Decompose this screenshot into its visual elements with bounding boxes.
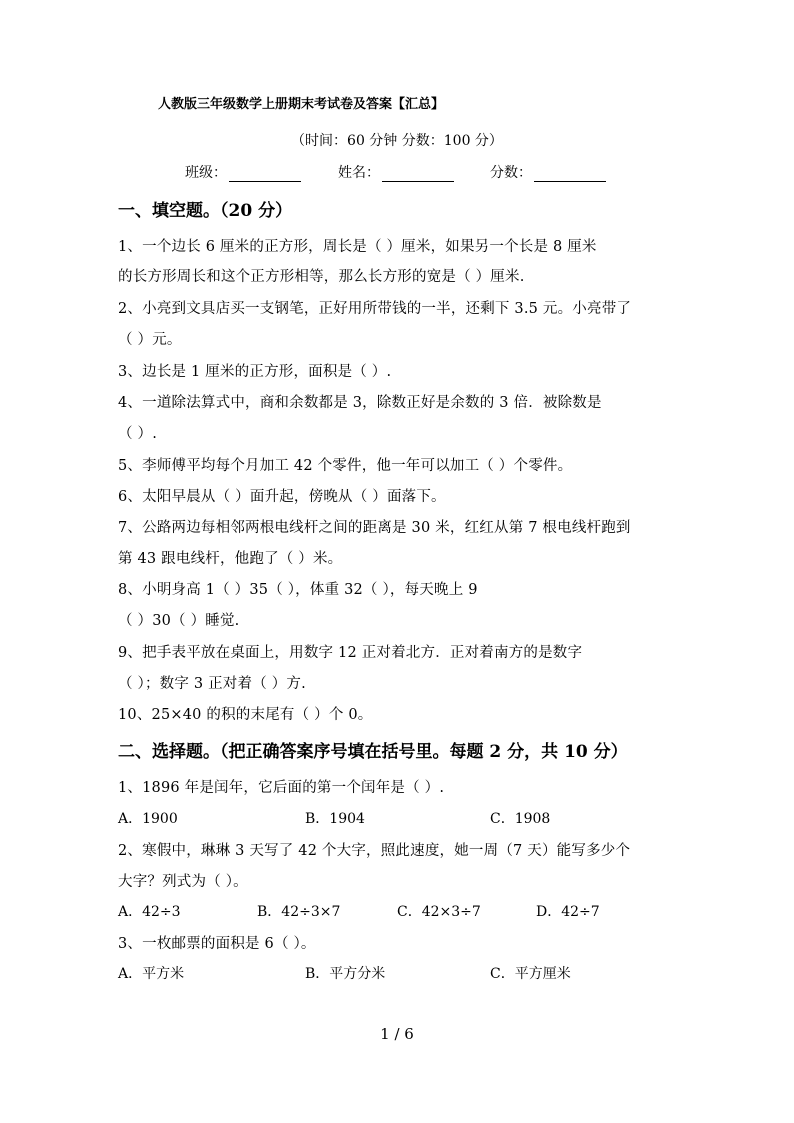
exam-info: （时间：60 分钟 分数：100 分） [291,133,503,149]
option-c[interactable]: C．平方厘米 [490,966,571,982]
question-line: 9、把手表平放在桌面上，用数字 12 正对着北方．正对着南方的是数字 [118,645,583,661]
question-line: 2、小亮到文具店买一支钢笔，正好用所带钱的一半，还剩下 3.5 元。小亮带了 [118,301,632,317]
name-blank[interactable] [382,166,454,182]
option-c[interactable]: C．42×3÷7 [397,904,481,920]
option-b[interactable]: B．42÷3×7 [257,904,341,920]
section-fill-in-heading: 一、填空题。（20 分） [118,201,293,221]
page-number: 1 / 6 [380,1025,414,1043]
option-a[interactable]: A．1900 [118,811,178,827]
question-line: （ ）. [118,426,158,442]
question-line: 1、一个边长 6 厘米的正方形，周长是（ ）厘米，如果另一个长是 8 厘米 [118,239,597,255]
score-blank[interactable] [534,166,606,182]
option-a[interactable]: A．平方米 [118,966,185,982]
class-label: 班级： [185,165,227,181]
question-line: 5、李师傅平均每个月加工 42 个零件，他一年可以加工（ ）个零件。 [118,458,573,474]
question-line: 8、小明身高 1（ ）35（ ），体重 32（ ），每天晚上 9 [118,582,478,598]
class-field[interactable] [185,162,301,182]
option-d[interactable]: D．42÷7 [536,904,600,920]
name-field[interactable] [338,162,454,182]
option-a[interactable]: A．42÷3 [118,904,181,920]
question-line: （ ）元。 [118,332,182,348]
question-line: （ ）30（ ）睡觉. [118,613,240,629]
question-line: （ ）；数字 3 正对着（ ）方. [118,676,306,692]
class-blank[interactable] [229,166,301,182]
question-line: 7、公路两边每相邻两根电线杆之间的距离是 30 米，红红从第 7 根电线杆跑到 [118,520,631,536]
score-field[interactable] [490,162,606,182]
question-line: 的长方形周长和这个正方形相等，那么长方形的宽是（ ）厘米. [118,269,525,285]
question-line: 3、一枚邮票的面积是 6（ ）。 [118,936,316,952]
question-line: 6、太阳早晨从（ ）面升起，傍晚从（ ）面落下。 [118,489,446,505]
question-line: 1、1896 年是闰年，它后面的第一个闰年是（ ）. [118,780,445,796]
document-title: 人教版三年级数学上册期末考试卷及答案【汇总】 [158,97,445,112]
question-line: 大字？列式为（ ）。 [118,874,248,890]
option-b[interactable]: B．1904 [305,811,365,827]
question-line: 2、寒假中，琳琳 3 天写了 42 个大字，照此速度，她一周（7 天）能写多少个 [118,843,631,859]
name-label: 姓名： [338,165,380,181]
section-choice-heading: 二、选择题。（把正确答案序号填在括号里。每题 2 分，共 10 分） [118,742,628,762]
option-c[interactable]: C．1908 [490,811,551,827]
question-line: 10、25×40 的积的末尾有（ ）个 0。 [118,707,373,723]
option-b[interactable]: B．平方分米 [305,966,386,982]
score-label: 分数： [490,165,532,181]
question-line: 第 43 跟电线杆，他跑了（ ）米。 [118,551,343,567]
question-line: 3、边长是 1 厘米的正方形，面积是（ ）. [118,364,392,380]
question-line: 4、一道除法算式中，商和余数都是 3，除数正好是余数的 3 倍．被除数是 [118,395,602,411]
